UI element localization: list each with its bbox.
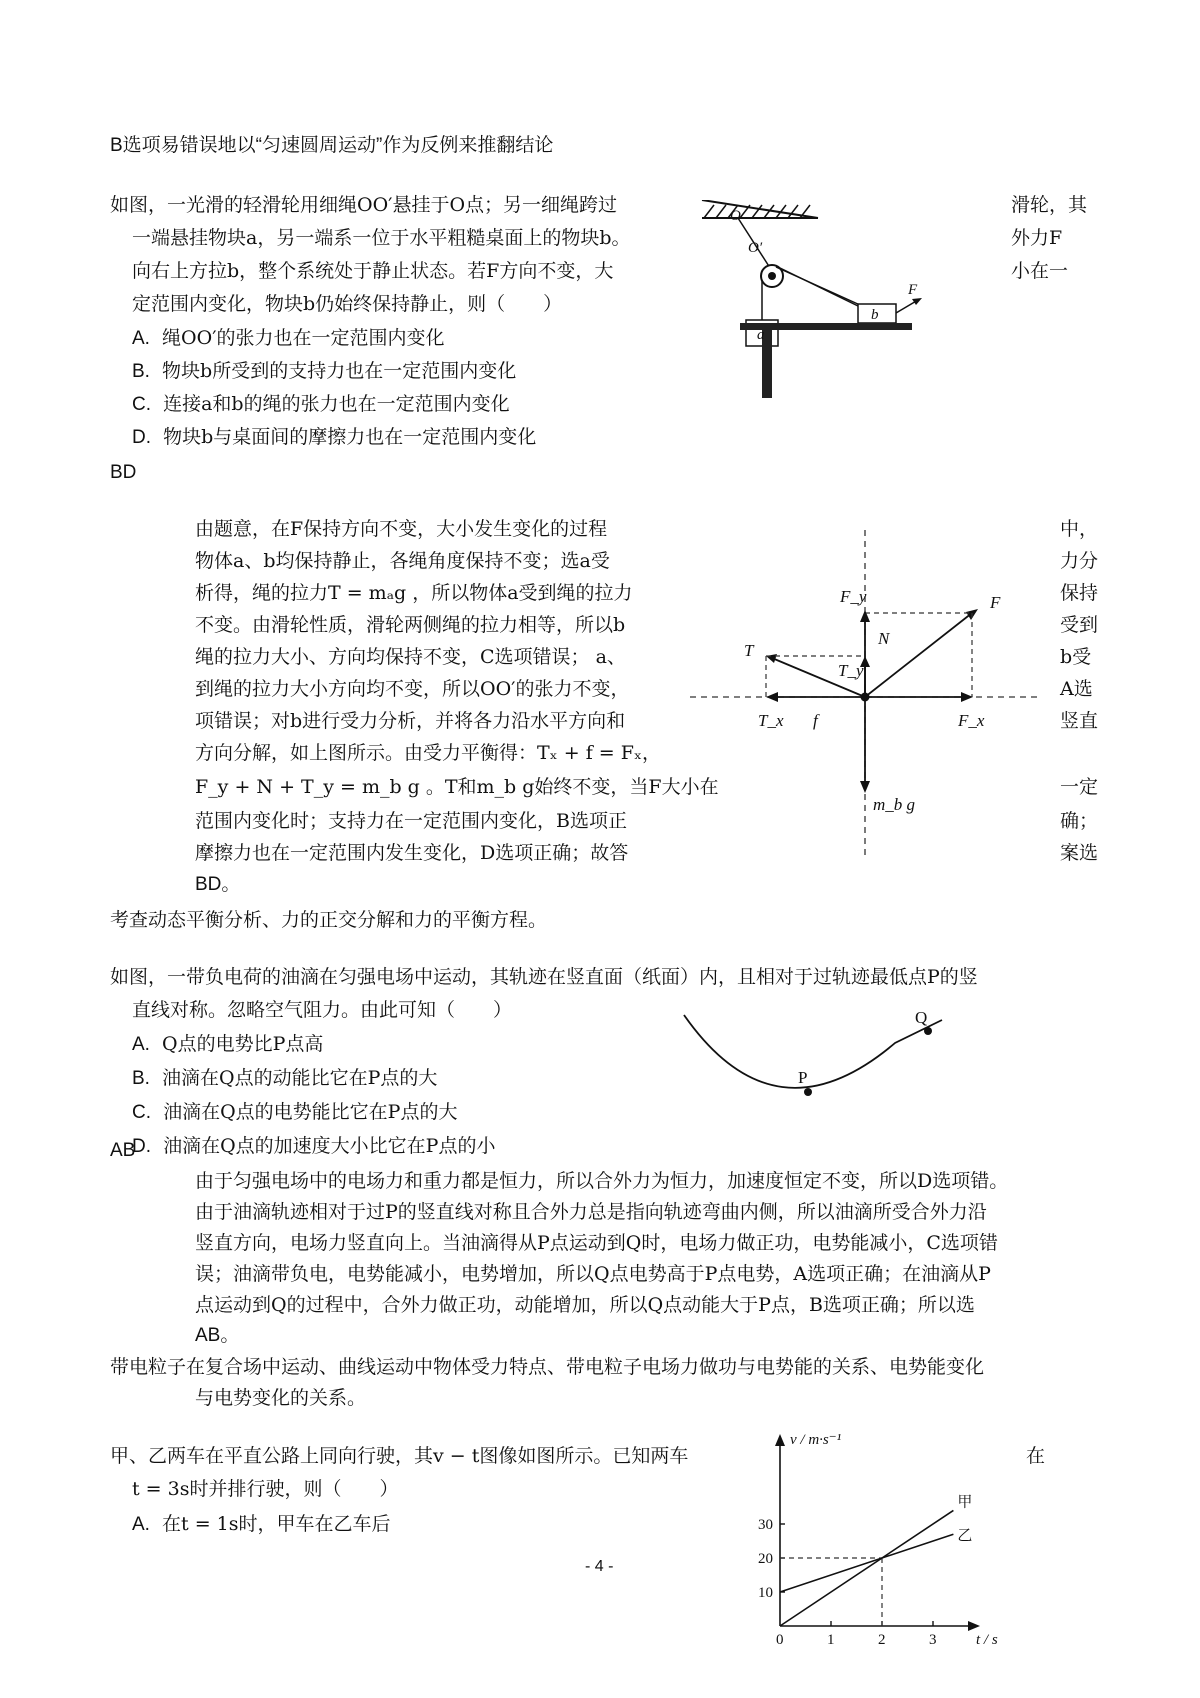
q3-stem-line: 甲、乙两车在平直公路上同向行驶，其v − t图像如图所示。已知两车 (110, 1445, 689, 1467)
q1-explanation-line: 摩擦力也在一定范围内发生变化，D选项正确；故答 (195, 842, 629, 864)
q1-stem-right: 小在一 (1011, 260, 1069, 282)
label-t: T (744, 641, 754, 660)
q1-stem-right: 外力F (1011, 227, 1063, 249)
y-tick-label: 10 (758, 1585, 773, 1601)
q2-explanation-line: AB。 (195, 1325, 240, 1346)
q2-option-c: C. 油滴在Q点的电势能比它在P点的大 (132, 1101, 458, 1123)
q3-option-a: A. 在t = 1s时，甲车在乙车后 (132, 1513, 391, 1535)
q2-answer: AB (110, 1140, 136, 1161)
q1-explanation-right: b受 (1060, 646, 1092, 668)
q3-stem-right: 在 (1026, 1445, 1046, 1467)
q1-explanation-line: 绳的拉力大小、方向均保持不变，C选项错误； a、 (195, 646, 626, 668)
q2-stem-line: 如图，一带负电荷的油滴在匀强电场中运动，其轨迹在竖直面（纸面）内，且相对于过轨迹最低点P的竖 (110, 966, 978, 988)
table-top (740, 323, 912, 330)
q1-stem-line: 定范围内变化，物块b仍始终保持静止，则（ ） (132, 293, 563, 315)
q1-answer: BD (110, 462, 137, 483)
point-q (924, 1027, 932, 1035)
q2-option-d: D. 油滴在Q点的加速度大小比它在P点的小 (132, 1135, 496, 1157)
label-mbg: m_b g (873, 795, 916, 814)
q1-explanation-right: 竖直 (1060, 710, 1099, 732)
x-tick-label: 2 (878, 1632, 886, 1648)
q1-explanation-line: 到绳的拉力大小方向均不变，所以OO′的张力不变， (195, 678, 630, 700)
q1-explanation-line: 项错误；对b进行受力分析，并将各力沿水平方向和 (195, 710, 626, 732)
q1-explanation-line: 由题意，在F保持方向不变，大小发生变化的过程 (195, 518, 608, 540)
label-o-prime: O′ (748, 240, 763, 256)
label-p: P (798, 1068, 808, 1087)
x-tick-label: 0 (776, 1632, 784, 1648)
label-ty: T_y (838, 661, 864, 680)
q2-explanation-line: 误；油滴带负电，电势能减小，电势增加，所以Q点电势高于P点电势，A选项正确；在油滴从P (195, 1263, 991, 1285)
label-a: a (757, 327, 765, 343)
q1-explanation-line: 析得，绳的拉力T = mₐg ，所以物体a受到绳的拉力 (195, 582, 633, 604)
series-line-1 (780, 1510, 953, 1626)
label-fx: F_x (958, 711, 985, 730)
q2-knowledge-line: 与电势变化的关系。 (195, 1387, 367, 1409)
q3-stem-line: t = 3s时并排行驶，则（ ） (132, 1478, 399, 1500)
q1-explanation-right: 一定 (1060, 776, 1099, 798)
x-tick-label: 1 (827, 1632, 835, 1648)
label-tx: T_x (758, 711, 784, 730)
label-q: Q (915, 1008, 928, 1027)
q1-explanation-line: 物体a、b均保持静止，各绳角度保持不变；选a受 (195, 550, 610, 572)
q1-stem-right: 滑轮，其 (1011, 194, 1088, 216)
label-fy: F_y (840, 587, 867, 606)
label-o: O (730, 208, 741, 224)
q2-option-a: A. Q点的电势比P点高 (132, 1033, 324, 1055)
label-n: N (878, 629, 890, 648)
x-axis-label: t / s (976, 1632, 998, 1648)
q1-stem-line: 如图，一光滑的轻滑轮用细绳OO′悬挂于O点；另一细绳跨过 (110, 194, 618, 216)
page-number: - 4 - (585, 1558, 614, 1575)
q2-explanation-line: 点运动到Q的过程中，合外力做正功，动能增加，所以Q点动能大于P点，B选项正确；所以选 (195, 1294, 975, 1316)
label-f: F (908, 282, 918, 298)
q1-stem-line: 一端悬挂物块a，另一端系一位于水平粗糙桌面上的物块b。 (132, 227, 631, 249)
q1-explanation-line: F_y + N + T_y = m_b g 。T和m_b g始终不变，当F大小在 (195, 776, 719, 798)
q2-explanation-line: 竖直方向，电场力竖直向上。当油滴得从P点运动到Q时，电场力做正功，电势能减小，C选项错 (195, 1232, 998, 1254)
q2-knowledge-line: 带电粒子在复合场中运动、曲线运动中物体受力特点、带电粒子电场力做功与电势能的关系、电势能变化 (110, 1356, 985, 1378)
q1-explanation-right: 确； (1060, 810, 1099, 832)
q1-explanation-right: 案选 (1060, 842, 1099, 864)
q1-force-diagram (690, 530, 1040, 860)
q2-stem-line: 直线对称。忽略空气阻力。由此可知（ ） (132, 999, 513, 1021)
force-f (865, 613, 972, 697)
q2-explanation-line: 由于匀强电场中的电场力和重力都是恒力，所以合外力为恒力，加速度恒定不变，所以D选项错。 (195, 1170, 1009, 1192)
q1-option-b: B. 物块b所受到的支持力也在一定范围内变化 (132, 360, 517, 382)
q1-explanation-right: 中， (1060, 518, 1099, 540)
series-label-2: 乙 (957, 1528, 973, 1545)
q1-explanation-right: 受到 (1060, 614, 1099, 636)
label-friction: f (813, 711, 818, 730)
q1-pulley-figure (690, 200, 1010, 410)
q3-vt-chart (740, 1428, 1010, 1648)
q2-explanation-line: 由于油滴轨迹相对于过P的竖直线对称且合外力总是指向轨迹弯曲内侧，所以油滴所受合外力沿 (195, 1201, 987, 1223)
point-p (804, 1088, 812, 1096)
ceiling-hatch (704, 205, 810, 218)
y-axis-label: v / m·s⁻¹ (790, 1432, 842, 1448)
q1-option-c: C. 连接a和b的绳的张力也在一定范围内变化 (132, 393, 510, 415)
q1-explanation-line: BD。 (195, 874, 241, 895)
q1-explanation-line: 不变。由滑轮性质，滑轮两侧绳的拉力相等，所以b (195, 614, 626, 636)
q1-stem-line: 向右上方拉b，整个系统处于静止状态。若F方向不变，大 (132, 260, 614, 282)
q1-explanation-line: 范围内变化时；支持力在一定范围内变化，B选项正 (195, 810, 627, 832)
trajectory-curve (684, 1015, 942, 1088)
series-line-2 (780, 1534, 953, 1592)
series-label-1: 甲 (957, 1494, 973, 1511)
y-tick-label: 30 (758, 1517, 773, 1533)
q2-option-b: B. 油滴在Q点的动能比它在P点的大 (132, 1067, 438, 1089)
intro-note: B选项易错误地以“匀速圆周运动”作为反例来推翻结论 (110, 135, 554, 156)
y-tick-label: 20 (758, 1551, 773, 1567)
x-tick-label: 3 (929, 1632, 937, 1648)
q1-explanation-right: 力分 (1060, 550, 1099, 572)
q1-knowledge: 考查动态平衡分析、力的正交分解和力的平衡方程。 (110, 909, 548, 931)
q1-explanation-right: 保持 (1060, 582, 1099, 604)
q1-option-a: A. 绳OO′的张力也在一定范围内变化 (132, 327, 445, 349)
label-f-force: F (990, 593, 1001, 612)
q1-explanation-right: A选 (1060, 678, 1093, 700)
q1-explanation-line: 方向分解，如上图所示。由受力平衡得：Tₓ + f = Fₓ， (195, 742, 661, 764)
label-b: b (871, 307, 879, 323)
q1-option-d: D. 物块b与桌面间的摩擦力也在一定范围内变化 (132, 426, 537, 448)
q2-trajectory-figure (680, 1005, 950, 1120)
